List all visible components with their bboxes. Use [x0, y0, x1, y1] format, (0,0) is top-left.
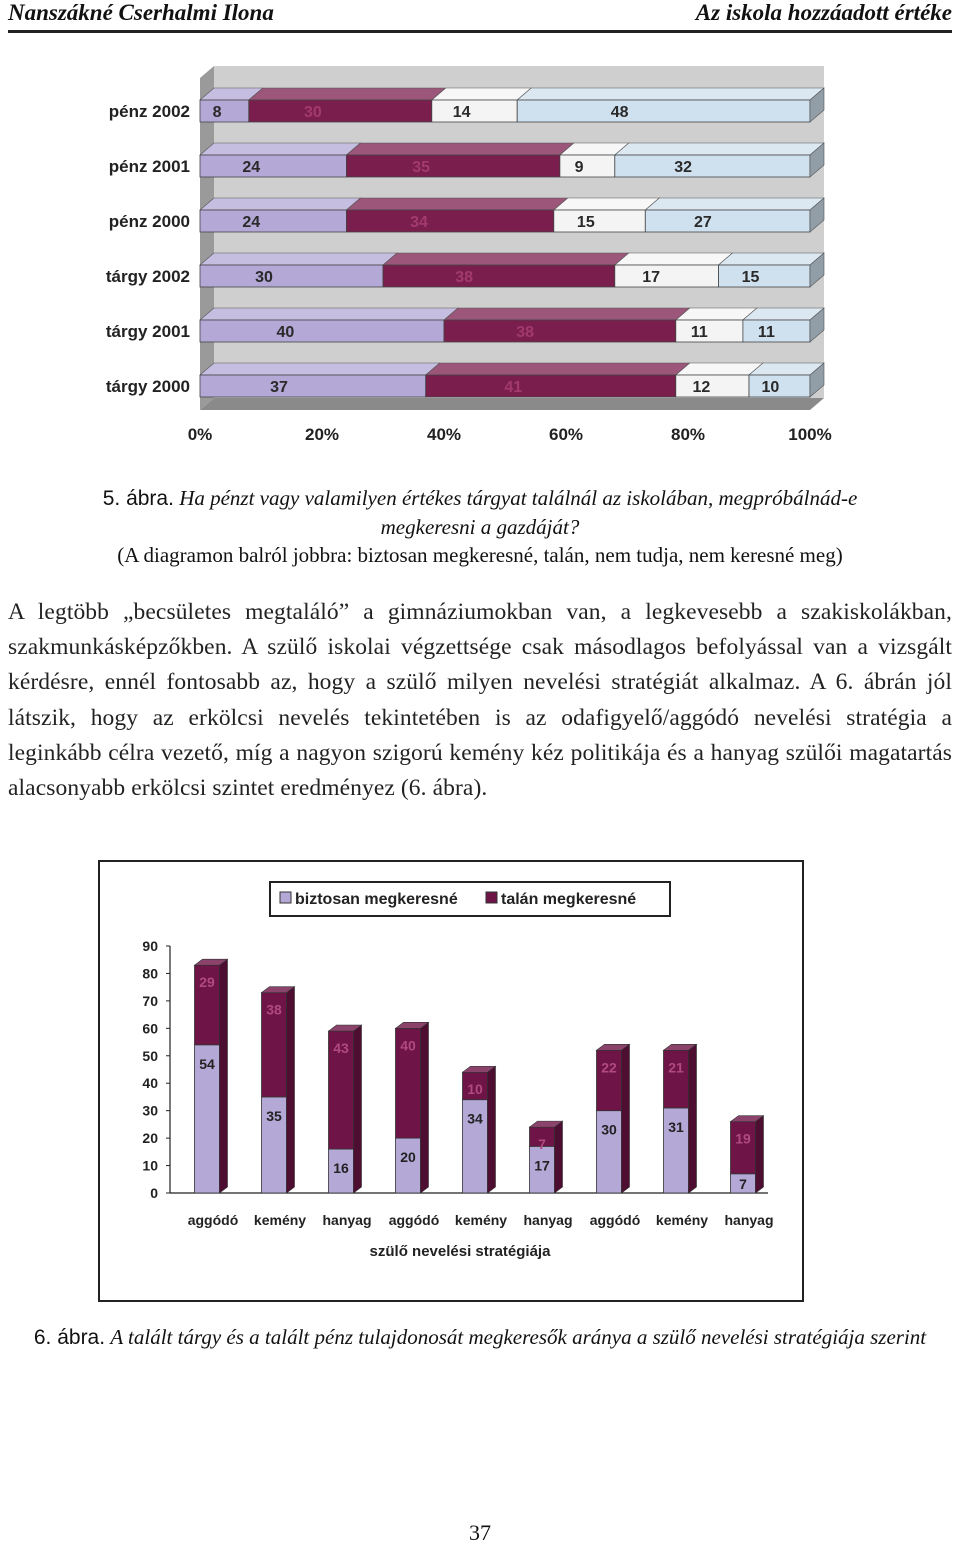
page-header: [8, 0, 952, 33]
bar-top: [676, 363, 763, 375]
data-label: 43: [333, 1040, 349, 1057]
data-label: 15: [576, 214, 595, 231]
data-label: 24: [242, 214, 261, 231]
bar-segment: [554, 210, 646, 232]
data-label: 17: [534, 1157, 550, 1174]
bar-segment: [200, 210, 346, 232]
body-paragraph: A legtöbb „becsületes megtaláló” a gimnáziumokban van, a legkevesebb a szakiskolákban, szakmunkásképzőkben. A szülő iskolai végzettsége csak másodlagos befolyással van a vizsgált kérdésre, ennél fontosabb az, hogy a szülő milyen nevelési stratégiát alkalmaz. A 6. ábrán jól látszik, hogy az erkölcsi nevelés tekintetében is az odafigyelő/aggódó nevelési stratégia a leginkább célra vezető, míg a nagyon szigorú kemény kéz politikája és a hanyag szülői magatartás alacsonyabb erkölcsi szintet eredményez (6. ábra).: [8, 599, 952, 802]
y-tick-label: 60: [142, 1020, 158, 1037]
y-tick-label: 40: [142, 1075, 158, 1092]
bar-top: [432, 88, 531, 100]
data-label: 41: [504, 379, 523, 396]
data-label: 19: [735, 1130, 751, 1147]
bar-segment: [200, 100, 249, 122]
x-tick-label: 60%: [548, 425, 584, 444]
data-label: 34: [410, 214, 428, 231]
data-label: 35: [412, 159, 431, 176]
figure-5-caption-text: Ha pénzt vagy valamilyen értékes tárgyat találnál az iskolában, megpróbálnád-e megkeresni a gazdáját?: [179, 486, 858, 539]
bar-top: [346, 198, 567, 210]
figure-5-label: 5. ábra.: [102, 487, 174, 510]
bar-segment: [645, 210, 810, 232]
column-side: [555, 1121, 563, 1193]
category-label: hanyag: [523, 1212, 573, 1228]
data-label: 17: [642, 269, 660, 286]
y-tick-label: 90: [142, 938, 158, 954]
data-label: 20: [400, 1149, 416, 1166]
x-tick-label: 40%: [426, 425, 462, 444]
data-label: 11: [757, 324, 775, 341]
bar-segment: [200, 265, 383, 287]
bar-top: [383, 253, 629, 265]
y-tick-label: 70: [142, 992, 158, 1009]
figure-6-chart: [98, 860, 804, 1302]
bar-segment: [249, 100, 432, 122]
data-label: 7: [739, 1176, 747, 1192]
legend-swatch: [486, 892, 497, 903]
data-label: 31: [668, 1118, 684, 1135]
bar-segment: [615, 155, 810, 177]
figure-5-caption: [20, 484, 940, 569]
bar-segment: [432, 100, 517, 122]
bar-top: [444, 308, 690, 320]
data-label: 40: [400, 1037, 416, 1054]
data-label: 11: [690, 324, 708, 341]
figure-5-caption-note: (A diagramon balról jobbra: biztosan megkeresné, talán, nem tudja, nem keresné meg): [117, 543, 843, 567]
data-label: 37: [270, 379, 288, 396]
x-tick-label: 100%: [788, 425, 832, 444]
figure-6-caption-text: A talált tárgy és a talált pénz tulajdonosát megkeresők aránya a szülő nevelési stratégiája szerint: [110, 1325, 927, 1349]
bar-segment: [200, 155, 346, 177]
bar-top: [346, 143, 574, 155]
data-label: 15: [741, 269, 760, 286]
category-label: tárgy 2000: [105, 377, 190, 396]
data-label: 29: [199, 974, 215, 991]
legend-label: talán megkeresné: [501, 891, 637, 908]
category-label: hanyag: [724, 1212, 774, 1228]
legend-label: biztosan megkeresné: [295, 891, 458, 908]
data-label: 8: [212, 104, 222, 121]
data-label: 30: [303, 104, 322, 121]
category-label: pénz 2002: [108, 102, 190, 121]
data-label: 27: [694, 214, 712, 231]
category-label: pénz 2000: [108, 212, 190, 231]
bar-segment: [200, 375, 426, 397]
data-label: 35: [266, 1107, 282, 1124]
bar-segment: [200, 320, 444, 342]
x-axis-title: szülő nevelési stratégiája: [369, 1243, 551, 1260]
bar-segment: [719, 265, 811, 287]
legend: [270, 882, 670, 916]
data-label: 21: [668, 1059, 684, 1076]
bar-segment: [560, 155, 615, 177]
floor: [200, 398, 824, 410]
figure-5-chart: [90, 60, 850, 470]
data-label: 54: [199, 1055, 215, 1072]
data-label: 32: [674, 159, 693, 176]
data-label: 38: [516, 324, 535, 341]
y-tick-label: 20: [142, 1130, 158, 1147]
bar-top: [200, 308, 458, 320]
header-title: Az iskola hozzáadott értéke: [695, 0, 952, 25]
bar-segment: [426, 375, 676, 397]
bar-segment: [517, 100, 810, 122]
column-side: [488, 1066, 496, 1193]
bar-segment: [615, 265, 719, 287]
bar-top: [249, 88, 446, 100]
bar-top: [554, 198, 660, 210]
category-label: hanyag: [322, 1212, 372, 1228]
y-tick-label: 50: [142, 1047, 158, 1064]
header-author: Nanszákné Cserhalmi Ilona: [8, 0, 274, 25]
data-label: 12: [692, 379, 711, 396]
bar-segment: [676, 375, 749, 397]
data-label: 30: [255, 269, 273, 286]
data-label: 40: [276, 324, 295, 341]
category-label: aggódó: [589, 1212, 641, 1228]
bar-segment: [444, 320, 676, 342]
data-label: 7: [538, 1136, 546, 1153]
bar-top: [426, 363, 690, 375]
data-label: 30: [601, 1121, 617, 1138]
bar-segment: [346, 155, 560, 177]
data-label: 38: [455, 269, 474, 286]
category-label: tárgy 2001: [105, 322, 190, 341]
column-side: [421, 1022, 429, 1193]
y-tick-label: 0: [150, 1185, 158, 1201]
category-label: aggódó: [388, 1212, 440, 1228]
category-label: aggódó: [187, 1212, 239, 1228]
x-tick-label: 20%: [304, 425, 340, 444]
data-label: 24: [242, 159, 261, 176]
bar-top: [200, 143, 360, 155]
page-number: 37: [469, 1520, 491, 1545]
bar-segment: [749, 375, 810, 397]
data-label: 9: [574, 159, 584, 176]
data-label: 38: [266, 1001, 282, 1018]
bar-segment: [743, 320, 810, 342]
category-label: kemény: [655, 1212, 709, 1228]
x-tick-label: 0%: [187, 425, 213, 444]
data-label: 22: [601, 1059, 617, 1076]
x-tick-label: 80%: [670, 425, 706, 444]
bar-top: [200, 363, 440, 375]
bar-top: [517, 88, 824, 100]
bar-segment: [676, 320, 743, 342]
data-label: 10: [761, 379, 780, 396]
column-side: [756, 1116, 764, 1193]
column-side: [354, 1025, 362, 1193]
column-side: [622, 1044, 630, 1193]
column-side: [689, 1044, 697, 1193]
y-tick-label: 80: [142, 965, 158, 982]
bar-top: [200, 198, 360, 210]
y-tick-label: 10: [142, 1157, 158, 1174]
bar-top: [200, 253, 397, 265]
column-side: [220, 959, 228, 1193]
data-label: 16: [333, 1160, 349, 1177]
bar-segment: [383, 265, 615, 287]
category-label: pénz 2001: [108, 157, 190, 176]
category-label: kemény: [454, 1212, 508, 1228]
bar-segment: [346, 210, 553, 232]
figure-6-caption: [20, 1322, 940, 1353]
bar-top: [615, 253, 733, 265]
data-label: 48: [610, 104, 629, 121]
y-tick-label: 30: [142, 1102, 158, 1119]
bar-top: [615, 143, 824, 155]
category-label: kemény: [253, 1212, 307, 1228]
data-label: 34: [467, 1110, 483, 1127]
figure-6-label: 6. ábra.: [33, 1326, 106, 1349]
column-side: [287, 987, 295, 1193]
data-label: 10: [467, 1081, 483, 1098]
category-label: tárgy 2002: [105, 267, 190, 286]
column-segment: [396, 1138, 421, 1193]
legend-swatch: [280, 892, 291, 903]
bar-top: [645, 198, 824, 210]
data-label: 14: [452, 104, 471, 121]
bar-top: [719, 253, 825, 265]
column-segment: [731, 1122, 756, 1174]
